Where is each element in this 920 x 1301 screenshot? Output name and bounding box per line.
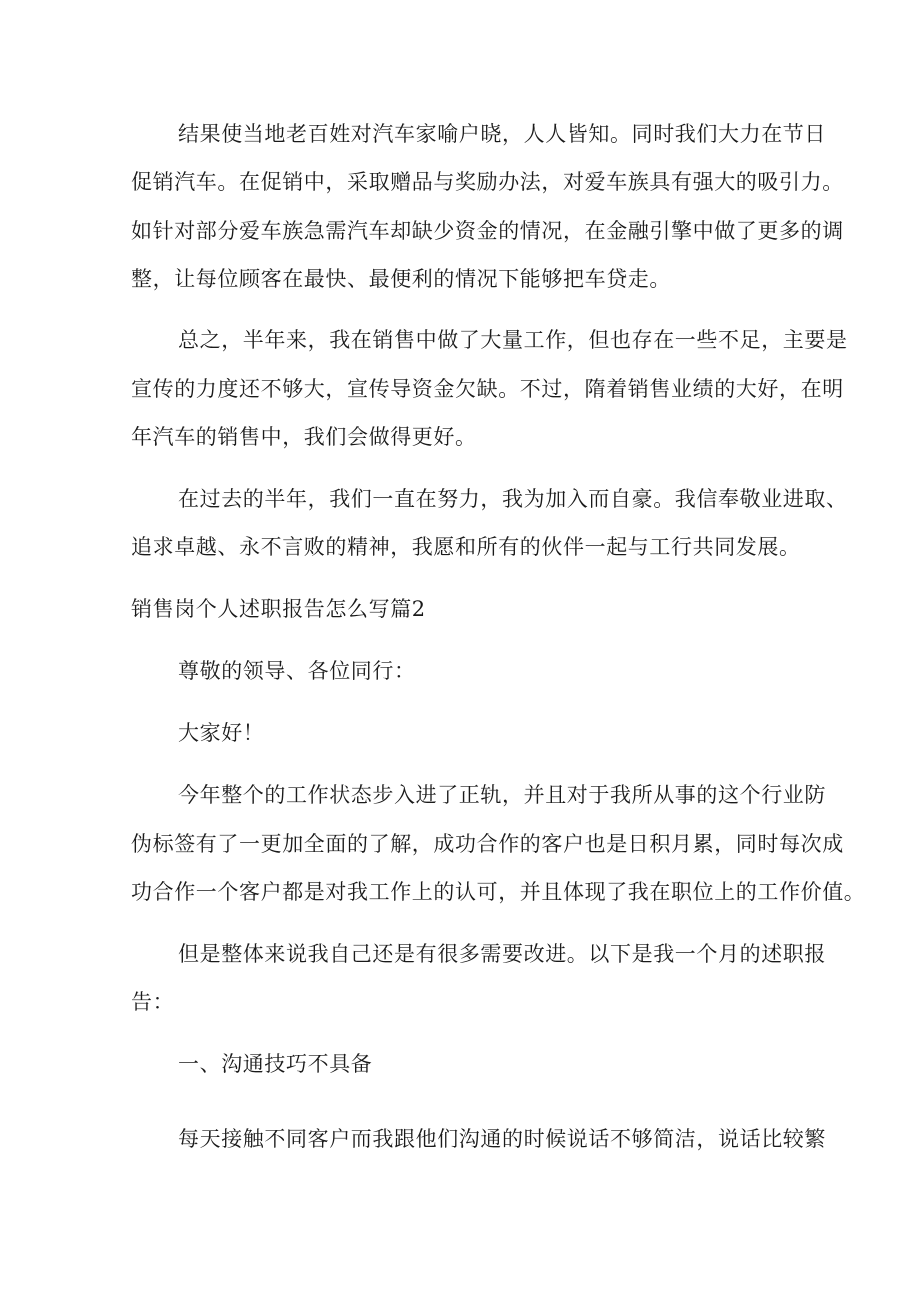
paragraph-line: 功合作一个客户都是对我工作上的认可，并且体现了我在职位上的工作价值。 [131, 880, 866, 904]
paragraph-line: 整，让每位顾客在最快、最便利的情况下能够把车贷走。 [131, 267, 671, 291]
paragraph-line: 在过去的半年，我们一直在努力，我为加入而自豪。我信奉敬业进取、 [178, 487, 848, 511]
paragraph-line: 促销汽车。在促销中，采取赠品与奖励办法，对爱车族具有强大的吸引力。 [131, 170, 844, 194]
subsection-heading-text: 一、沟通技巧不具备 [178, 1052, 373, 1076]
greeting-text: 大家好！ [178, 721, 265, 745]
salutation-text: 尊敬的领导、各位同行： [178, 659, 416, 683]
paragraph-line: 宣传的力度还不够大，宣传导资金欠缺。不过，隋着销售业绩的大好，在明 [131, 377, 844, 401]
paragraph-line: 告： [131, 990, 175, 1014]
paragraph-line: 如针对部分爱车族急需汽车却缺少资金的情况，在金融引擎中做了更多的调 [131, 219, 844, 243]
paragraph-line: 今年整个的工作状态步入进了正轨，并且对于我所从事的这个行业防 [178, 783, 826, 807]
paragraph-line: 结果使当地老百姓对汽车家喻户晓，人人皆知。同时我们大力在节日 [178, 122, 826, 146]
paragraph-line: 伪标签有了一更加全面的了解，成功合作的客户也是日积月累，同时每次成 [131, 832, 844, 856]
paragraph-line: 每天接触不同客户而我跟他们沟通的时候说话不够简洁，说话比较繁 [178, 1127, 826, 1151]
paragraph-line: 但是整体来说我自己还是有很多需要改进。以下是我一个月的述职报 [178, 942, 826, 966]
paragraph-line: 年汽车的销售中，我们会做得更好。 [131, 425, 477, 449]
paragraph-line: 总之，半年来，我在销售中做了大量工作，但也存在一些不足，主要是 [178, 328, 848, 352]
section-heading-text: 销售岗个人述职报告怎么写篇2 [131, 597, 426, 621]
paragraph-line: 追求卓越、永不言败的精神，我愿和所有的伙伴一起与工行共同发展。 [131, 535, 801, 559]
